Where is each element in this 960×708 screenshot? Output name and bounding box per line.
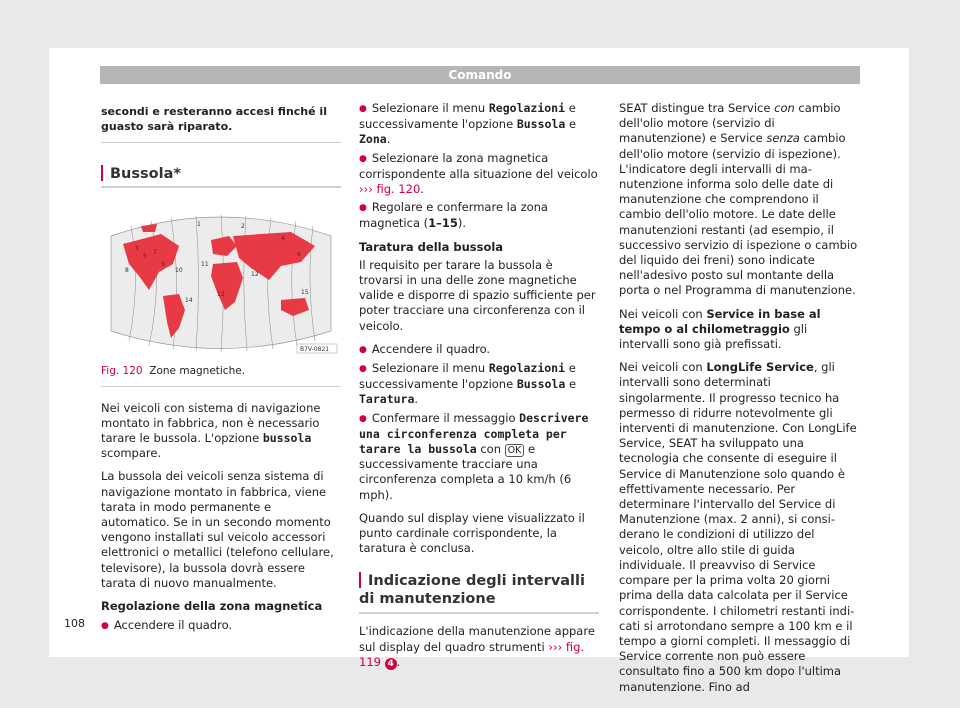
- list-item: ● Selezionare la zona magnetica corrispondente alla situazione del veicolo ››› fig. 120.: [359, 151, 599, 198]
- svg-text:12: 12: [251, 271, 259, 279]
- paragraph: Quando sul display viene visualizzato il punto cardinale corrispondente, la taratura è conclusa.: [359, 510, 585, 556]
- header-title: Comando: [448, 68, 512, 82]
- figure-120: [101, 206, 341, 386]
- svg-text:8: 8: [125, 267, 129, 275]
- callout-number: 4: [385, 658, 397, 670]
- svg-text:14: 14: [185, 297, 193, 305]
- list-item: ● Selezionare il menu Regolazioni e successivamente l'opzione Bussola e Taratura.: [359, 361, 599, 408]
- list-item: ● Regolare e confermare la zona magnetica (1–15).: [359, 200, 599, 231]
- svg-text:1: 1: [197, 221, 201, 229]
- note-box: secondi e resteranno accesi finché il guasto sarà riparato.: [101, 101, 341, 143]
- list-item: ● Confermare il messaggio Descrivere una circonferenza completa per tarare la bussola con OK e successivamente tracciare una circonferenza completa a 10 km/h (6 mph).: [359, 411, 599, 503]
- paragraph: Il requisito per tarare la bussola è trovarsi in una delle zone magnetiche valide e disporre di spazio sufficiente per poter tracciare una circonferenza con il veicolo.: [359, 257, 596, 333]
- figure-link[interactable]: ››› fig. 119: [359, 639, 585, 669]
- column-2: [359, 101, 599, 678]
- section-title-intervals: Indicazione degli intervalli di manutenzione: [359, 572, 599, 614]
- paragraph: SEAT distingue tra Service con cambio dell'olio motore (servizio di manutenzione) e Service senza cambio dell'olio motore (servizio di ispezione). L'indicatore degli intervalli di manutenzione informa solo delle date di manutenzione che comprendono il cambio dell'olio motore. Le date delle manutenzioni restanti (ad esempio, il successivo servizio di ispezione o cambio del liquido dei freni) sono indicate nell'adesivo posto sul montante della porta o nel Programma di manutenzione.: [619, 101, 858, 298]
- column-1: [101, 101, 341, 642]
- paragraph: Nei veicoli con sistema di navigazione montato in fabbrica, non è necessario tarare le bussola. L'opzione bussola scompare.: [101, 400, 321, 461]
- svg-text:9: 9: [161, 261, 165, 269]
- svg-text:11: 11: [201, 261, 209, 269]
- list-item: ● Accendere il quadro.: [359, 342, 599, 358]
- figure-code: B7V-0821: [300, 346, 330, 354]
- header-bar: [100, 66, 860, 84]
- svg-text:15: 15: [301, 289, 309, 297]
- paragraph: Nei veicoli con LongLife Service, gli intervalli sono determinati singolarmente. Il progresso tecnico ha permesso di ridurre notevolmente gli interventi di manutenzione. Con LongLife Service, SEAT ha sviluppato una tecnologia che consente di eseguire il Service di Manutenzione solo quando è effettivamente necessario. Per determinare l'intervallo del Service di Manutenzione (max. 2 anni), si considerano le condizioni di utilizzo del veicolo, oltre allo stile di guida individuale. Il preavviso di Service compare per la prima volta 20 giorni prima della data calcolata per il Service corrispondente. I chilometri restanti indicati si arrotondano sempre a 100 km e il tempo a giorni completi. Il messaggio di Service corrente non può essere consultato fino a 500 km dopo l'ultima manutenzione. Fino ad: [619, 360, 857, 694]
- ok-button-symbol: OK: [505, 444, 525, 457]
- svg-text:3: 3: [135, 245, 139, 253]
- paragraph: Nei veicoli con Service in base al tempo o al chilometraggio gli intervalli sono già prefissati.: [619, 306, 821, 352]
- figure-link[interactable]: ››› fig. 120: [359, 182, 421, 197]
- magnetic-zones-map: [101, 206, 341, 356]
- svg-text:7: 7: [153, 249, 157, 257]
- section-title-bussola: Bussola*: [101, 165, 341, 188]
- list-item: ● Accendere il quadro.: [101, 618, 341, 634]
- paragraph: La bussola dei veicoli senza sistema di navigazione montato in fabbrica, viene tarata in modo permanente e automatico. Se in un secondo momento vengono installati sul veicolo accessori elettronici o metallici (telefono cellulare, televisore), la bussola dovrà essere tarata di nuovo manualmente.: [101, 469, 334, 590]
- svg-text:10: 10: [175, 267, 183, 275]
- figure-caption: Fig. 120 Zone magnetiche.: [101, 365, 246, 378]
- subheading: Regolazione della zona magnetica: [101, 599, 323, 614]
- page-number: 108: [64, 617, 85, 630]
- svg-text:5: 5: [143, 253, 147, 261]
- subheading: Taratura della bussola: [359, 239, 504, 254]
- svg-text:4: 4: [281, 235, 285, 243]
- list-item: ● Selezionare il menu Regolazioni e successivamente l'opzione Bussola e Zona.: [359, 101, 599, 148]
- column-3: [619, 101, 860, 703]
- svg-text:6: 6: [297, 251, 301, 259]
- paragraph: L'indicazione della manutenzione appare sul display del quadro strumenti ››› fig. 119 4 .: [359, 624, 595, 669]
- svg-text:2: 2: [241, 223, 245, 231]
- svg-text:13: 13: [217, 291, 225, 299]
